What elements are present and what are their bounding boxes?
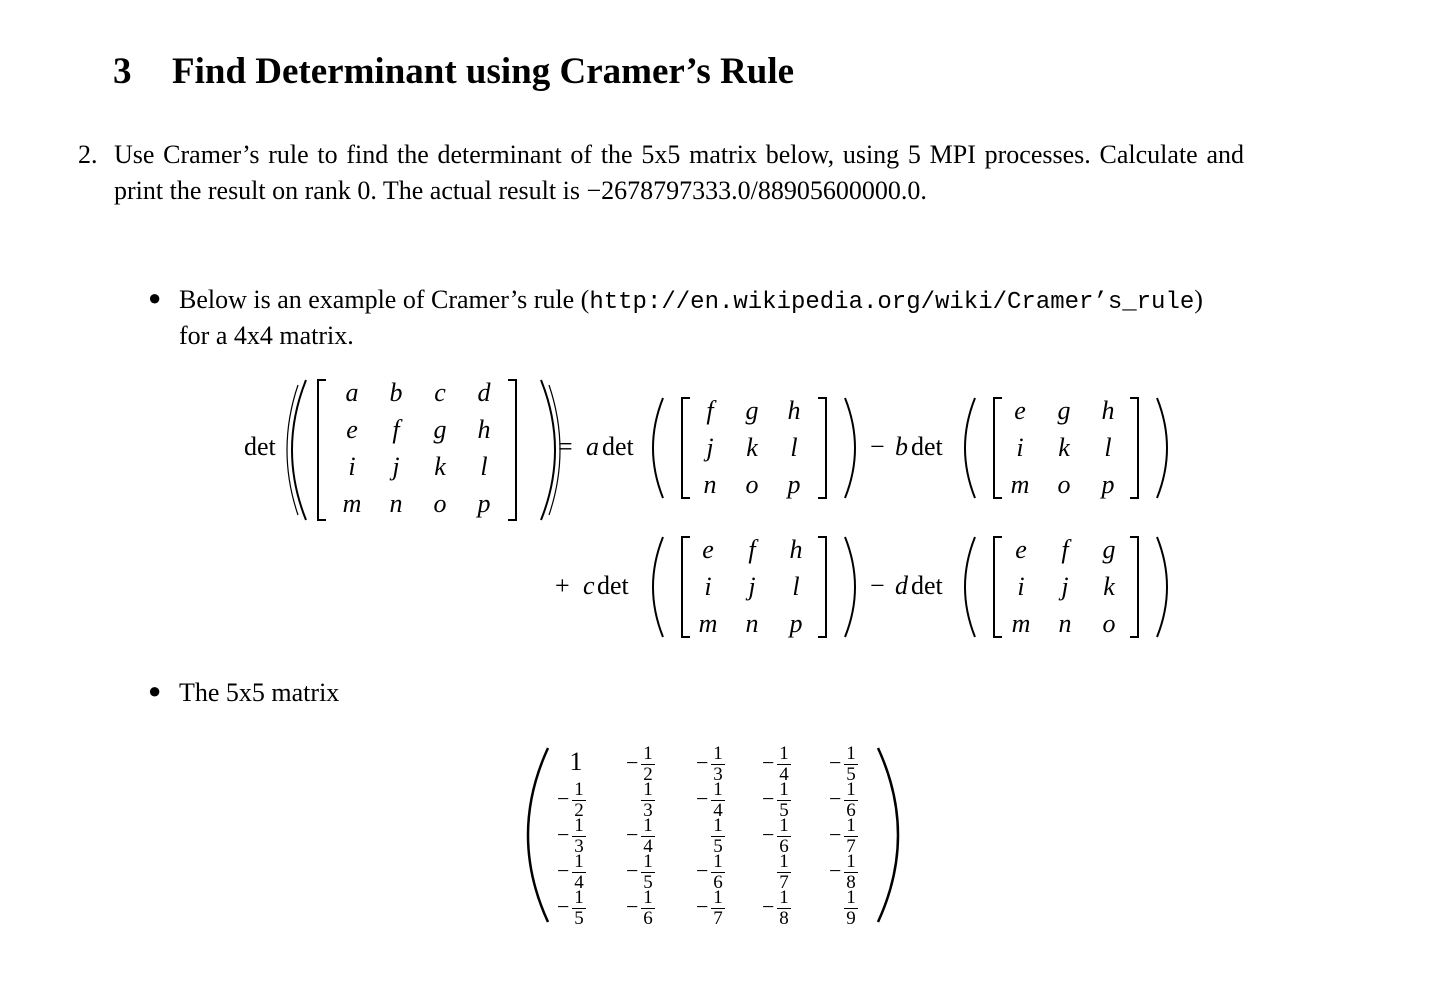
minus-sign: − xyxy=(557,858,570,883)
fraction-numerator: 1 xyxy=(779,887,789,908)
fraction-numerator: 1 xyxy=(643,851,653,872)
fraction-denominator: 6 xyxy=(846,800,856,821)
minus-sign: − xyxy=(762,822,775,847)
det-label: det xyxy=(602,432,634,461)
fraction-numerator: 1 xyxy=(846,779,856,800)
minus-sign: − xyxy=(696,894,709,919)
matrix-cell: n xyxy=(1058,609,1072,638)
fraction-numerator: 1 xyxy=(643,779,653,800)
matrix-cell: k xyxy=(746,433,758,462)
matrix-cell: i xyxy=(1016,433,1024,462)
fraction-numerator: 1 xyxy=(643,743,653,764)
coef-c: c xyxy=(583,571,595,600)
matrix-entry-one: 1 xyxy=(569,747,583,776)
matrix-cell: m xyxy=(342,489,362,518)
fraction-numerator: 1 xyxy=(846,851,856,872)
example-prefix: Below is an example of Cramer’s rule ( xyxy=(179,285,590,314)
fraction-numerator: 1 xyxy=(713,779,723,800)
fraction-denominator: 2 xyxy=(574,800,584,821)
matrix-cell: k xyxy=(434,452,446,481)
minus-sign: − xyxy=(762,894,775,919)
fraction-numerator: 1 xyxy=(779,779,789,800)
problem-text: Use Cramer’s rule to find the determinant of the 5x5 matrix below, using 5 MPI processes. Calculate and print the result on rank 0. The actual result is −2678797333.0/88905600000.0. xyxy=(114,140,1244,205)
matrix-cell: b xyxy=(389,378,403,407)
fraction-numerator: 1 xyxy=(574,887,584,908)
matrix-cell: f xyxy=(706,396,714,425)
fraction-numerator: 1 xyxy=(779,851,789,872)
matrix-cell: j xyxy=(748,572,756,601)
fraction-denominator: 6 xyxy=(713,872,723,893)
minus-sign: − xyxy=(696,786,709,811)
fraction-numerator: 1 xyxy=(574,851,584,872)
fraction-denominator: 7 xyxy=(779,872,789,893)
fraction xyxy=(777,889,791,928)
fraction xyxy=(711,889,725,928)
fraction-numerator: 1 xyxy=(846,887,856,908)
example-line-2: for a 4x4 matrix. xyxy=(179,321,354,350)
matrix-cell: j xyxy=(392,452,400,481)
fraction-denominator: 7 xyxy=(713,908,723,929)
fraction-denominator: 3 xyxy=(713,764,723,785)
minus-sign: − xyxy=(829,822,842,847)
fraction-denominator: 8 xyxy=(779,908,789,929)
minus-sign: − xyxy=(696,750,709,775)
matrix-cell: l xyxy=(1104,433,1112,462)
fraction-numerator: 1 xyxy=(574,815,584,836)
example-url-link[interactable]: http://en.wikipedia.org/wiki/Cramer’s_rule xyxy=(589,289,1195,316)
matrix-cell: e xyxy=(1014,396,1026,425)
fraction-numerator: 1 xyxy=(643,815,653,836)
coef-d: d xyxy=(895,571,908,600)
matrix-cell: i xyxy=(348,452,356,481)
minus-sign: − xyxy=(696,858,709,883)
matrix-cell: d xyxy=(477,378,491,407)
matrix-cell: k xyxy=(1103,572,1115,601)
matrix-cell: n xyxy=(745,609,759,638)
matrix-cell: g xyxy=(1102,535,1116,564)
det-label: det xyxy=(911,571,943,600)
matrix-cell: m xyxy=(698,609,718,638)
fraction-denominator: 5 xyxy=(713,836,723,857)
fraction-denominator: 4 xyxy=(574,872,584,893)
matrix-cell: h xyxy=(477,415,491,444)
fraction-denominator: 6 xyxy=(779,836,789,857)
matrix-cell: e xyxy=(702,535,714,564)
fraction-numerator: 1 xyxy=(643,887,653,908)
det-label: det xyxy=(911,432,943,461)
matrix-cell: o xyxy=(433,489,447,518)
matrix-cell: n xyxy=(703,470,717,499)
fraction-numerator: 1 xyxy=(713,743,723,764)
matrix-cell: n xyxy=(389,489,403,518)
matrix-cell: h xyxy=(1101,396,1115,425)
minus-sign: − xyxy=(829,750,842,775)
fraction-numerator: 1 xyxy=(846,743,856,764)
matrix-cell: l xyxy=(792,572,800,601)
minus-sign: − xyxy=(557,786,570,811)
matrix-cell: f xyxy=(1061,535,1069,564)
matrix-cell: g xyxy=(433,415,447,444)
minus-sign: − xyxy=(626,894,639,919)
minus-sign: − xyxy=(626,750,639,775)
equals-sign: = xyxy=(558,432,573,461)
matrix-cell: g xyxy=(745,396,759,425)
bullet-dot: ● xyxy=(148,678,162,703)
matrix-cell: j xyxy=(706,433,714,462)
matrix-cell: l xyxy=(790,433,798,462)
coef-a: a xyxy=(586,432,599,461)
matrix-cell: m xyxy=(1011,609,1031,638)
minus-sign: − xyxy=(557,894,570,919)
matrix-label: The 5x5 matrix xyxy=(179,678,340,707)
section-number: 3 xyxy=(113,51,132,92)
matrix-cell: l xyxy=(480,452,488,481)
matrix-cell: j xyxy=(1061,572,1069,601)
minus-sign: − xyxy=(762,786,775,811)
fraction-numerator: 1 xyxy=(574,779,584,800)
matrix-cell: o xyxy=(745,470,759,499)
matrix-cell: k xyxy=(1058,433,1070,462)
fraction-denominator: 5 xyxy=(643,872,653,893)
det-label: det xyxy=(244,432,276,461)
fraction-denominator: 9 xyxy=(846,908,856,929)
matrix-cell: p xyxy=(1101,470,1115,499)
matrix-cell: h xyxy=(789,535,803,564)
minus-sign: − xyxy=(829,858,842,883)
fraction xyxy=(572,889,586,928)
fraction-denominator: 5 xyxy=(574,908,584,929)
fraction-numerator: 1 xyxy=(846,815,856,836)
bullet-dot: ● xyxy=(148,285,162,310)
fraction-denominator: 2 xyxy=(643,764,653,785)
matrix-cell: p xyxy=(477,489,491,518)
matrix-cell: a xyxy=(345,378,359,407)
matrix-cell: m xyxy=(1010,470,1030,499)
fraction-denominator: 6 xyxy=(643,908,653,929)
fraction-numerator: 1 xyxy=(713,887,723,908)
matrix-cell: g xyxy=(1057,396,1071,425)
example-suffix: ) xyxy=(1194,285,1203,314)
minus-sign: − xyxy=(557,822,570,847)
fraction-denominator: 4 xyxy=(779,764,789,785)
matrix-cell: o xyxy=(1057,470,1071,499)
fraction-numerator: 1 xyxy=(713,815,723,836)
fraction-denominator: 3 xyxy=(643,800,653,821)
matrix-cell: p xyxy=(789,609,803,638)
fraction-numerator: 1 xyxy=(713,851,723,872)
fraction-denominator: 4 xyxy=(643,836,653,857)
matrix-cell: p xyxy=(787,470,801,499)
matrix-cell: h xyxy=(787,396,801,425)
fraction-denominator: 5 xyxy=(779,800,789,821)
matrix-cell: f xyxy=(748,535,756,564)
fraction-numerator: 1 xyxy=(779,815,789,836)
fraction xyxy=(641,889,655,928)
minus-sign: − xyxy=(870,571,885,600)
matrix-cell: o xyxy=(1102,609,1116,638)
matrix-cell: c xyxy=(434,378,446,407)
minus-sign: − xyxy=(626,858,639,883)
fraction-numerator: 1 xyxy=(779,743,789,764)
fraction-denominator: 4 xyxy=(713,800,723,821)
minus-sign: − xyxy=(762,750,775,775)
fraction-denominator: 7 xyxy=(846,836,856,857)
section-title: Find Determinant using Cramer’s Rule xyxy=(172,51,795,92)
matrix-cell: i xyxy=(1017,572,1025,601)
problem-number: 2. xyxy=(78,140,98,169)
minus-sign: − xyxy=(870,432,885,461)
fraction xyxy=(844,889,858,928)
minus-sign: − xyxy=(829,786,842,811)
fraction-denominator: 3 xyxy=(574,836,584,857)
matrix-cell: e xyxy=(1015,535,1027,564)
minus-sign: − xyxy=(626,822,639,847)
fraction-denominator: 5 xyxy=(846,764,856,785)
matrix-cell: i xyxy=(704,572,712,601)
fraction-denominator: 8 xyxy=(846,872,856,893)
coef-b: b xyxy=(895,432,908,461)
det-label: det xyxy=(597,571,629,600)
matrix-cell: e xyxy=(346,415,358,444)
matrix-cell: f xyxy=(392,415,400,444)
plus-sign: + xyxy=(555,571,570,600)
